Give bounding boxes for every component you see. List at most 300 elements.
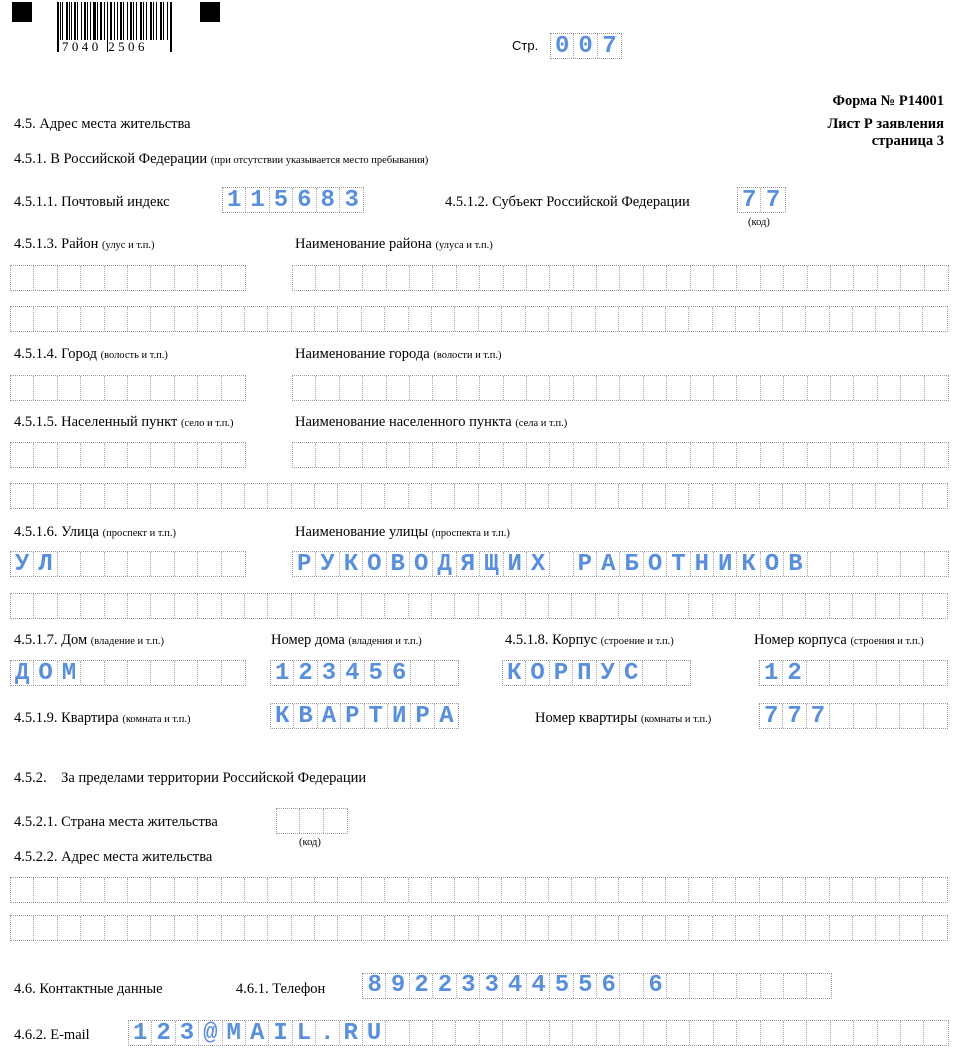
char-cell: А — [439, 702, 454, 730]
foreign-address-field-1[interactable] — [10, 877, 948, 903]
char-cell — [900, 307, 923, 331]
char-cell — [854, 661, 877, 685]
char-cell — [854, 266, 877, 290]
char-cell — [572, 484, 595, 508]
char-cell — [324, 809, 347, 833]
char-cell: И — [504, 552, 527, 576]
char-cell — [784, 1021, 807, 1045]
district-name-label — [295, 236, 493, 253]
char-cell — [572, 594, 595, 618]
char-cell — [81, 878, 104, 902]
char-cell — [293, 443, 316, 467]
char-cell — [128, 916, 151, 940]
char-cell: I — [269, 1021, 292, 1045]
char-cell — [479, 916, 502, 940]
char-cell — [690, 1021, 713, 1045]
char-cell — [175, 443, 198, 467]
page-number-field[interactable] — [550, 33, 622, 59]
char-cell — [876, 594, 899, 618]
note: (строение и т.п.) — [600, 636, 674, 647]
char-cell — [292, 594, 315, 618]
registration-mark — [12, 2, 32, 22]
char-cell — [854, 552, 877, 576]
char-cell — [363, 443, 386, 467]
char-cell: О — [761, 552, 784, 576]
email-label: 4.6.2. E-mail — [14, 1027, 90, 1043]
building-type-field[interactable] — [502, 660, 691, 686]
char-cell — [387, 266, 410, 290]
note: (комнаты и т.п.) — [640, 714, 712, 725]
char-cell — [760, 307, 783, 331]
char-cell — [527, 443, 550, 467]
char-cell — [175, 878, 198, 902]
char-cell — [410, 266, 433, 290]
char-cell — [479, 307, 502, 331]
barcode-bar — [66, 2, 68, 40]
char-cell — [667, 443, 690, 467]
char-cell — [222, 878, 245, 902]
char-cell — [900, 484, 923, 508]
house-number-field[interactable] — [270, 660, 459, 686]
char-cell — [736, 484, 759, 508]
char-cell — [222, 307, 245, 331]
street-name-field[interactable] — [292, 551, 949, 577]
char-cell — [666, 307, 689, 331]
char-cell — [714, 1021, 737, 1045]
barcode-bar — [71, 2, 72, 40]
char-cell — [292, 916, 315, 940]
registration-mark — [200, 2, 220, 22]
char-cell: Т — [667, 552, 690, 576]
label: 4.5.1.7. Дом — [14, 632, 88, 648]
char-cell — [900, 704, 923, 728]
char-cell — [643, 916, 666, 940]
char-cell — [736, 594, 759, 618]
char-cell: 7 — [807, 704, 830, 728]
char-cell — [923, 594, 946, 618]
char-cell — [479, 878, 502, 902]
char-cell — [128, 376, 151, 400]
char-cell — [338, 916, 361, 940]
city-name-field[interactable] — [292, 375, 949, 401]
char-cell — [480, 443, 503, 467]
char-cell: A — [246, 1021, 269, 1045]
char-cell: 1 — [129, 1021, 152, 1045]
char-cell — [808, 552, 831, 576]
char-cell — [644, 443, 667, 467]
char-cell — [876, 916, 899, 940]
char-cell — [480, 1021, 503, 1045]
char-cell — [502, 484, 525, 508]
barcode-bar — [90, 2, 91, 40]
char-cell — [691, 376, 714, 400]
char-cell — [385, 307, 408, 331]
char-cell: 2 — [783, 661, 806, 685]
district-name-field[interactable] — [292, 265, 949, 291]
char-cell — [830, 307, 853, 331]
barcode-bar — [87, 2, 88, 40]
barcode-bar — [123, 2, 124, 40]
char-cell — [338, 594, 361, 618]
char-cell — [435, 661, 458, 685]
apartment-num-label — [535, 710, 711, 727]
char-cell — [502, 878, 525, 902]
char-cell — [128, 878, 151, 902]
char-cell — [549, 594, 572, 618]
char-cell — [198, 484, 221, 508]
char-cell — [128, 594, 151, 618]
note: (при отсутствии указывается место пребывания) — [210, 155, 429, 166]
subject-code-field[interactable] — [737, 187, 786, 213]
char-cell — [245, 878, 268, 902]
char-cell — [456, 1021, 479, 1045]
char-cell — [808, 266, 831, 290]
char-cell — [806, 916, 829, 940]
char-cell — [806, 484, 829, 508]
char-cell — [830, 661, 853, 685]
char-cell — [222, 552, 245, 576]
char-cell — [105, 266, 128, 290]
char-cell — [760, 594, 783, 618]
char-cell — [81, 916, 104, 940]
barcode-bar — [170, 2, 172, 52]
char-cell — [830, 878, 853, 902]
char-cell — [713, 594, 736, 618]
char-cell — [315, 484, 338, 508]
char-cell — [410, 376, 433, 400]
char-cell — [596, 916, 619, 940]
char-cell — [597, 266, 620, 290]
char-cell — [479, 594, 502, 618]
char-cell — [878, 443, 901, 467]
char-cell — [58, 266, 81, 290]
char-cell — [854, 704, 877, 728]
char-cell — [527, 376, 550, 400]
char-cell: 2 — [152, 1021, 175, 1045]
char-cell — [480, 376, 503, 400]
char-cell — [151, 552, 174, 576]
char-cell — [433, 266, 456, 290]
char-cell — [455, 484, 478, 508]
section-4-5: 4.5. Адрес места жительства — [14, 116, 191, 132]
foreign-address-field-2[interactable] — [10, 915, 948, 941]
email-field[interactable] — [128, 1020, 949, 1046]
char-cell — [316, 376, 339, 400]
barcode-bar — [100, 2, 102, 40]
barcode — [57, 2, 171, 40]
char-cell — [455, 307, 478, 331]
char-cell — [502, 594, 525, 618]
char-cell: Р — [293, 552, 316, 576]
building-label — [505, 632, 674, 649]
subject-label: 4.5.1.2. Субъект Российской Федерации — [445, 194, 690, 210]
postal-label: 4.5.1.1. Почтовый индекс — [14, 194, 170, 210]
char-cell — [385, 878, 408, 902]
char-cell — [385, 916, 408, 940]
char-cell — [853, 878, 876, 902]
char-cell — [550, 1021, 573, 1045]
char-cell — [784, 443, 807, 467]
char-cell — [596, 484, 619, 508]
building-number-field[interactable] — [759, 660, 948, 686]
char-cell: О — [644, 552, 667, 576]
char-cell — [878, 266, 901, 290]
char-cell — [877, 704, 900, 728]
char-cell: Р — [411, 704, 434, 728]
char-cell: П — [573, 661, 596, 685]
label: Номер квартиры — [535, 710, 638, 726]
char-cell — [58, 878, 81, 902]
city-type-field[interactable] — [10, 375, 246, 401]
char-cell — [34, 443, 57, 467]
char-cell: Д — [433, 552, 456, 576]
char-cell — [596, 594, 619, 618]
char-cell — [268, 484, 291, 508]
house-type-field[interactable] — [10, 660, 246, 686]
char-cell — [316, 266, 339, 290]
char-cell — [831, 1021, 854, 1045]
char-cell — [58, 376, 81, 400]
char-cell — [198, 594, 221, 618]
char-cell — [831, 376, 854, 400]
char-cell — [666, 484, 689, 508]
char-cell — [526, 484, 549, 508]
char-cell — [572, 916, 595, 940]
char-cell — [572, 878, 595, 902]
char-cell — [760, 878, 783, 902]
char-cell: 3 — [344, 186, 359, 214]
phone-label: 4.6.1. Телефон — [236, 981, 326, 997]
char-cell — [878, 376, 901, 400]
code-note: (код) — [299, 837, 321, 848]
locality-type-field[interactable] — [10, 442, 246, 468]
country-code-field[interactable] — [276, 808, 348, 834]
char-cell — [175, 594, 198, 618]
locality-name-field[interactable] — [292, 442, 949, 468]
note: (проспект и т.п.) — [102, 528, 176, 539]
char-cell — [526, 594, 549, 618]
char-cell — [151, 376, 174, 400]
char-cell — [198, 266, 221, 290]
phone-field[interactable] — [362, 973, 832, 999]
char-cell — [245, 916, 268, 940]
char-cell: И — [714, 552, 737, 576]
house-num-label — [271, 632, 422, 649]
char-cell — [432, 878, 455, 902]
char-cell — [292, 484, 315, 508]
barcode-bar — [143, 2, 144, 40]
street-type-field[interactable] — [10, 551, 246, 577]
char-cell: М — [58, 661, 81, 685]
char-cell — [643, 878, 666, 902]
char-cell — [81, 376, 104, 400]
label: 4.5.1.4. Город — [14, 346, 97, 362]
apartment-label — [14, 710, 191, 727]
char-cell — [550, 552, 573, 576]
char-cell — [526, 307, 549, 331]
char-cell — [480, 266, 503, 290]
char-cell — [689, 307, 712, 331]
char-cell — [737, 1021, 760, 1045]
char-cell — [340, 266, 363, 290]
label: Наименование населенного пункта — [295, 414, 512, 430]
char-cell — [502, 307, 525, 331]
char-cell — [853, 307, 876, 331]
char-cell — [924, 704, 947, 728]
char-cell — [550, 266, 573, 290]
char-cell — [760, 916, 783, 940]
char-cell — [597, 443, 620, 467]
char-cell — [34, 266, 57, 290]
char-cell: А — [318, 704, 341, 728]
char-cell — [222, 484, 245, 508]
char-cell — [549, 484, 572, 508]
char-cell — [901, 443, 924, 467]
char-cell — [667, 376, 690, 400]
apartment-number-field[interactable] — [759, 703, 948, 729]
barcode-bar — [74, 2, 76, 40]
char-cell — [504, 376, 527, 400]
char-cell — [315, 594, 338, 618]
char-cell — [504, 443, 527, 467]
char-cell — [268, 916, 291, 940]
char-cell: 1 — [223, 188, 246, 212]
street-label — [14, 524, 176, 541]
char-cell — [808, 443, 831, 467]
char-cell — [198, 661, 221, 685]
char-cell — [385, 484, 408, 508]
char-cell: 1 — [246, 188, 269, 212]
char-cell — [761, 443, 784, 467]
char-cell — [784, 376, 807, 400]
locality-name-field-2[interactable] — [10, 483, 948, 509]
char-cell — [620, 443, 643, 467]
char-cell — [105, 916, 128, 940]
label: 4.5.1.8. Корпус — [505, 632, 598, 648]
char-cell — [550, 376, 573, 400]
char-cell: О — [526, 661, 549, 685]
code-note: (код) — [748, 217, 770, 228]
char-cell — [151, 916, 174, 940]
section-4-5-2: 4.5.2. За пределами территории Российской Федерации — [14, 770, 367, 786]
street-name-label — [295, 524, 510, 541]
char-cell — [643, 594, 666, 618]
contacts-label: 4.6. Контактные данные — [14, 981, 163, 997]
barcode-bar — [95, 2, 96, 40]
char-cell — [597, 1021, 620, 1045]
sheet-label: Лист Р заявления — [827, 116, 944, 132]
char-cell — [574, 266, 597, 290]
char-cell — [245, 484, 268, 508]
char-cell — [432, 916, 455, 940]
label: 4.5.1. В Российской Федерации — [14, 151, 208, 167]
char-cell — [666, 916, 689, 940]
note: (волость и т.п.) — [100, 350, 168, 361]
char-cell: Д — [11, 661, 34, 685]
char-cell — [876, 484, 899, 508]
char-cell — [11, 594, 34, 618]
char-cell: Т — [365, 704, 388, 728]
char-cell — [737, 443, 760, 467]
char-cell — [574, 443, 597, 467]
char-cell — [222, 376, 245, 400]
char-cell — [433, 1021, 456, 1045]
char-cell — [362, 878, 385, 902]
char-cell — [338, 307, 361, 331]
house-label — [14, 632, 164, 649]
char-cell — [409, 916, 432, 940]
district-type-field[interactable] — [10, 265, 246, 291]
char-cell — [854, 443, 877, 467]
char-cell — [268, 878, 291, 902]
char-cell — [713, 484, 736, 508]
char-cell: Р — [341, 704, 364, 728]
char-cell — [714, 376, 737, 400]
char-cell — [11, 376, 34, 400]
barcode-bar — [97, 2, 98, 40]
char-cell: 5 — [270, 188, 293, 212]
char-cell — [504, 266, 527, 290]
char-cell — [549, 307, 572, 331]
char-cell — [643, 661, 666, 685]
city-label — [14, 346, 168, 363]
char-cell — [924, 1021, 947, 1045]
char-cell — [222, 443, 245, 467]
char-cell — [502, 916, 525, 940]
locality-label — [14, 414, 233, 431]
char-cell — [293, 376, 316, 400]
char-cell — [151, 594, 174, 618]
apartment-type-field[interactable] — [270, 703, 459, 729]
char-cell — [58, 307, 81, 331]
barcode-bar — [156, 2, 157, 40]
label: Номер корпуса — [754, 632, 847, 648]
postal-code-field[interactable] — [222, 187, 364, 213]
char-cell: Я — [457, 552, 480, 576]
char-cell — [315, 916, 338, 940]
char-cell — [386, 1021, 409, 1045]
char-cell — [338, 878, 361, 902]
char-cell — [596, 307, 619, 331]
char-cell — [198, 307, 221, 331]
char-cell — [222, 266, 245, 290]
sheet-page: страница 3 — [871, 133, 944, 149]
char-cell — [175, 307, 198, 331]
char-cell — [175, 916, 198, 940]
char-cell: 0 — [551, 34, 574, 58]
char-cell — [853, 484, 876, 508]
char-cell: 1 — [271, 661, 294, 685]
foreign-address-label: 4.5.2.2. Адрес места жительства — [14, 849, 213, 865]
char-cell: 7 — [765, 186, 781, 214]
char-cell — [11, 484, 34, 508]
char-cell: 6 — [388, 661, 411, 685]
char-cell — [549, 878, 572, 902]
char-cell — [527, 1021, 550, 1045]
city-name-label — [295, 346, 501, 363]
char-cell: 7 — [783, 704, 806, 728]
char-cell — [830, 484, 853, 508]
char-cell — [925, 552, 948, 576]
char-cell — [81, 484, 104, 508]
char-cell — [385, 594, 408, 618]
char-cell: . — [316, 1021, 339, 1045]
char-cell — [644, 376, 667, 400]
district-name-field-2[interactable] — [10, 306, 948, 332]
barcode-bar — [130, 2, 132, 40]
street-name-field-2[interactable] — [10, 593, 948, 619]
char-cell — [900, 878, 923, 902]
